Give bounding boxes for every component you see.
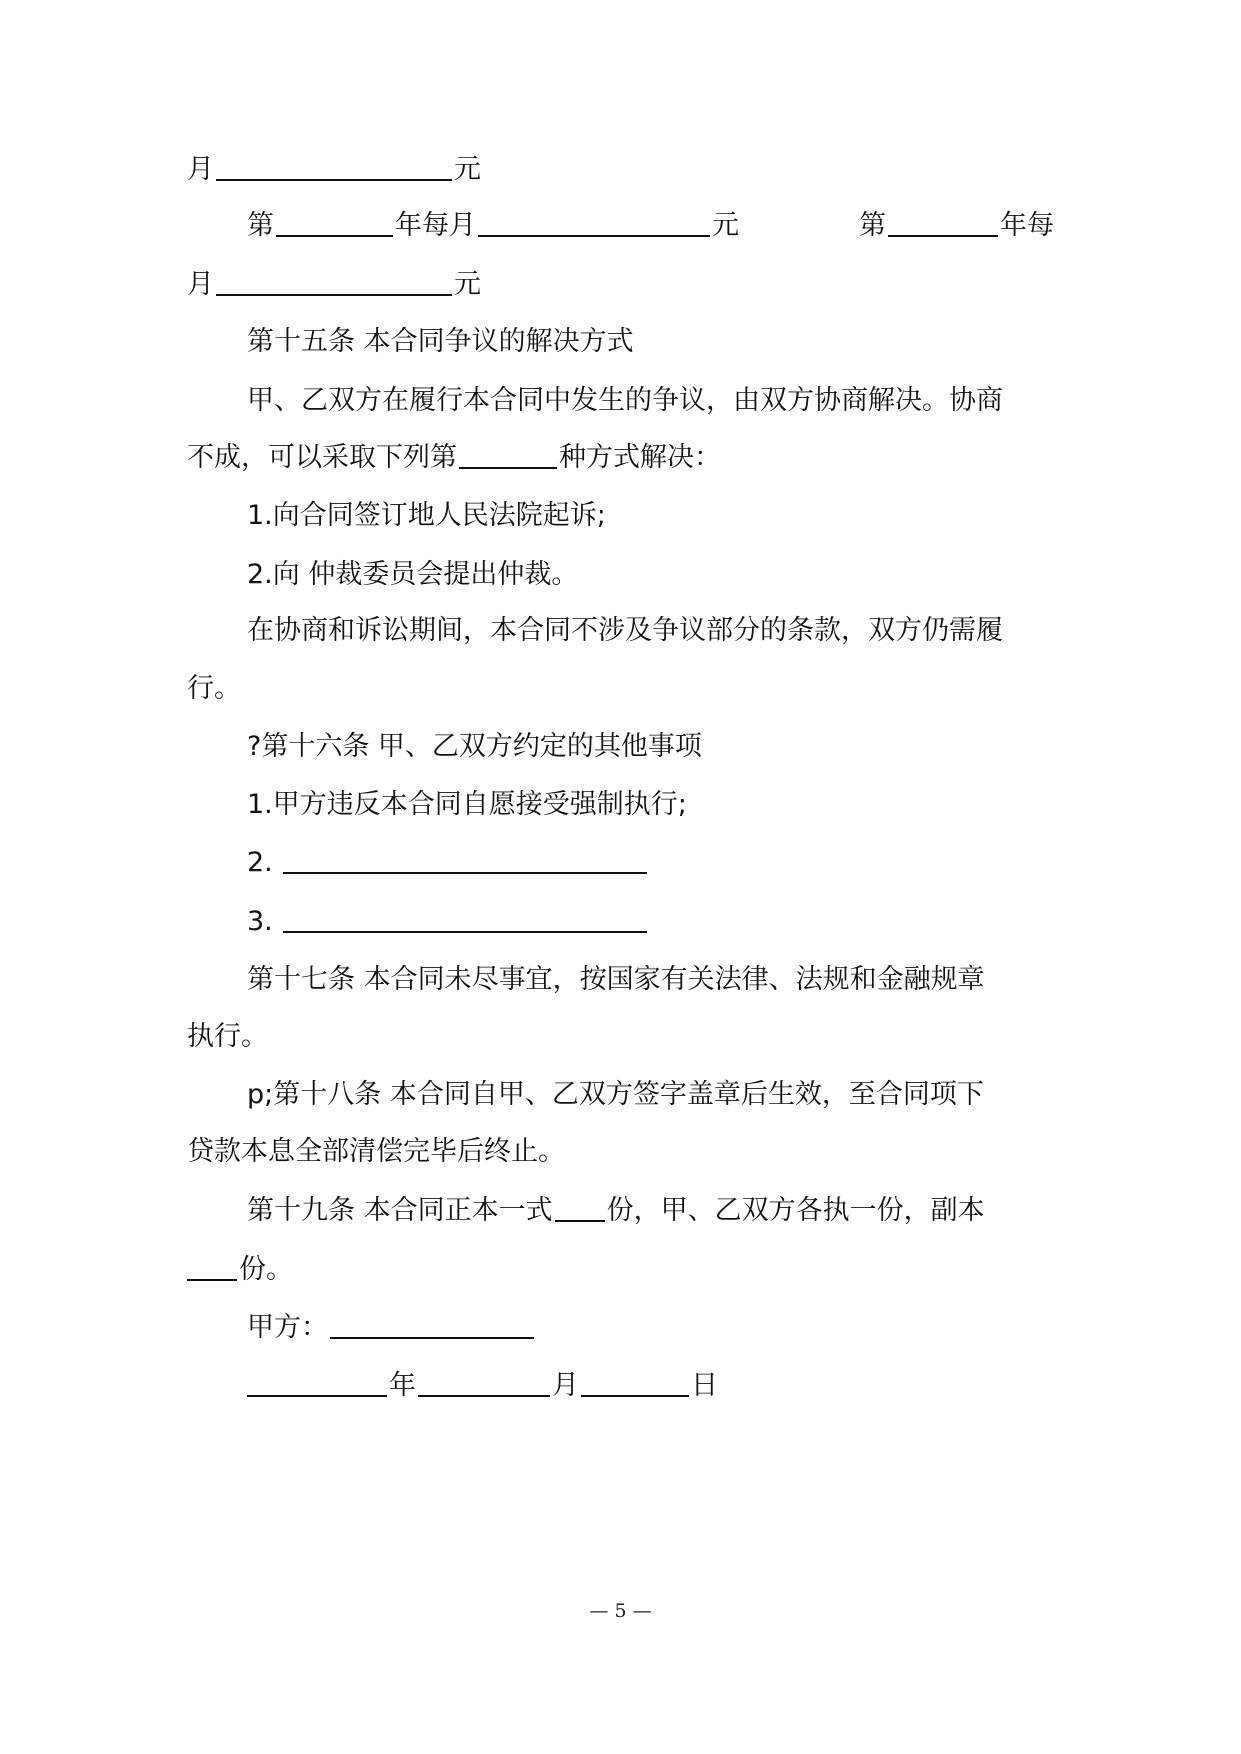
article-16-item-2 [247,843,1054,883]
article-15-note: 在协商和诉讼期间，本合同不涉及争议部分的条款，双方仍需履 [247,615,1003,646]
blank-field[interactable] [888,206,998,237]
article-15-paragraph-cont [187,438,1054,478]
text: 不成，可以采取下列第 [187,442,457,473]
text: 甲方： [247,1312,328,1343]
article-15-note-cont: 行。 [187,673,241,704]
article-15-option-1: 1.向合同签订地人民法院起诉; [247,500,606,531]
article-18: p;第十八条 本合同自甲、乙双方签字盖章后生效，至合同项下 [247,1079,984,1110]
text: 年 [389,1370,416,1401]
text: 第 [247,210,274,241]
text: 2. [247,847,282,878]
article-16-title: ?第十六条 甲、乙双方约定的其他事项 [247,731,702,762]
article-15-paragraph: 甲、乙双方在履行本合同中发生的争议，由双方协商解决。协商 [247,385,1003,416]
text: 份，甲、乙双方各执一份，副本 [606,1195,985,1226]
article-15-option-2: 2.向 仲裁委员会提出仲裁。 [247,559,579,590]
text: 种方式解决： [559,442,721,473]
text: 3. [247,906,282,937]
text: 第十九条 本合同正本一式 [247,1195,553,1226]
text: 元 [454,154,481,185]
article-15-title: 第十五条 本合同争议的解决方式 [247,326,634,357]
payment-line-3 [187,265,1054,305]
text: 元 [454,269,481,300]
text: 份。 [239,1254,293,1285]
blank-field[interactable] [216,150,452,181]
article-19 [247,1191,1054,1231]
text: 月 [187,269,214,300]
article-19-cont [187,1250,1054,1290]
text: 年每 [1000,210,1054,241]
blank-field[interactable] [276,206,393,237]
payment-line-1 [187,150,1054,190]
text: 元 [712,210,739,241]
blank-field[interactable] [330,1308,534,1339]
blank-field[interactable] [459,438,557,469]
article-17: 第十七条 本合同未尽事宜，按国家有关法律、法规和金融规章 [247,964,985,995]
blank-field[interactable] [478,206,710,237]
blank-field[interactable] [216,265,452,296]
payment-year-a [247,206,739,246]
article-16-item-3 [247,902,1054,942]
text: 年每月 [395,210,476,241]
text: 月 [552,1370,579,1401]
text: 第 [859,210,886,241]
blank-field[interactable] [283,843,647,874]
article-17-cont: 执行。 [187,1021,268,1052]
blank-field[interactable] [418,1366,550,1397]
payment-year-b [859,206,1054,246]
party-a-signature [247,1308,1054,1348]
article-18-cont: 贷款本息全部清偿完毕后终止。 [187,1136,565,1167]
blank-field[interactable] [581,1366,689,1397]
page-number: — 5 — [589,1600,652,1622]
payment-line-2 [247,206,1054,246]
blank-field[interactable] [283,902,647,933]
blank-field[interactable] [247,1366,387,1397]
blank-field[interactable] [187,1250,237,1281]
text: 月 [187,154,214,185]
article-16-item-1: 1.甲方违反本合同自愿接受强制执行; [247,789,687,820]
text: 日 [691,1370,718,1401]
blank-field[interactable] [555,1191,605,1222]
signature-date [247,1366,1054,1406]
